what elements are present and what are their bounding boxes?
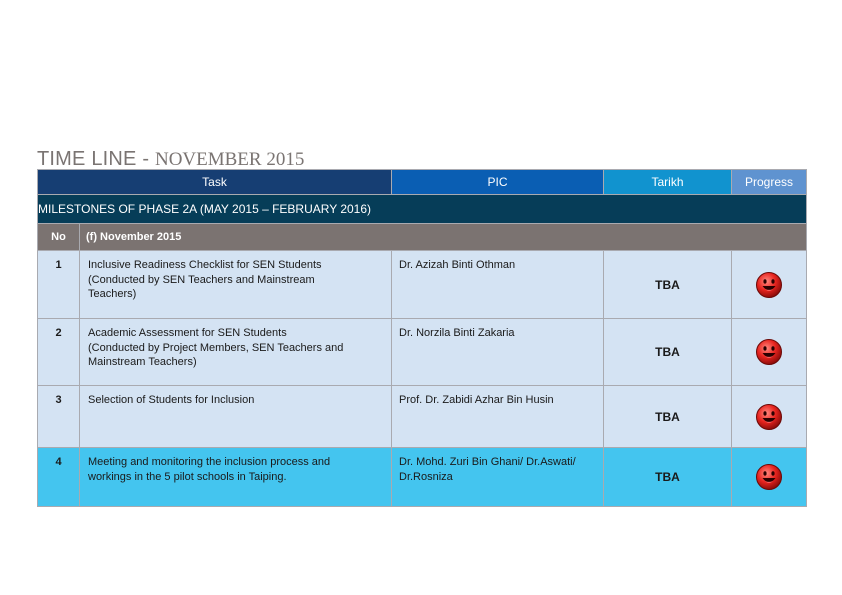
pic-cell (392, 319, 604, 386)
table-row (38, 386, 807, 448)
pic-cell (392, 251, 604, 319)
pic-line: Prof. Dr. Zabidi Azhar Bin Husin (399, 394, 554, 406)
pic-line: Dr.Rosniza (399, 470, 453, 483)
header-row (38, 170, 807, 195)
task-line: (Conducted by Project Members, SEN Teachers and (88, 341, 344, 354)
subheader-no: No (38, 224, 80, 251)
column-header-tarikh: Tarikh (604, 170, 732, 195)
title-month: NOVEMBER 2015 (154, 149, 305, 170)
pic-cell (392, 448, 604, 507)
subheader-period: (f) November 2015 (80, 224, 807, 251)
tarikh-cell: TBA (604, 251, 732, 319)
pic-line: Dr. Mohd. Zuri Bin Ghani/ Dr.Aswati/ (399, 456, 576, 468)
milestone-label: MILESTONES OF PHASE 2A (MAY 2015 – FEBRUARY 2016) (38, 195, 807, 224)
column-header-progress: Progress (732, 170, 807, 195)
task-line: Inclusive Readiness Checklist for SEN Students (88, 259, 322, 271)
task-line: (Conducted by SEN Teachers and Mainstream (88, 273, 315, 286)
table-row (38, 448, 807, 507)
column-header-pic: PIC (392, 170, 604, 195)
task-line: Teachers) (88, 288, 137, 300)
pic-line: Dr. Azizah Binti Othman (399, 259, 516, 271)
task-cell (80, 251, 392, 319)
task-line: workings in the 5 pilot schools in Taiping. (88, 470, 287, 483)
tarikh-cell: TBA (604, 448, 732, 507)
timeline-table (37, 169, 807, 507)
progress-cell (732, 448, 807, 507)
smiley-face-icon (755, 403, 783, 431)
progress-cell (732, 251, 807, 319)
pic-line: Dr. Norzila Binti Zakaria (399, 327, 515, 339)
task-cell (80, 319, 392, 386)
row-number: 2 (38, 319, 80, 386)
tarikh-cell: TBA (604, 386, 732, 448)
row-number: 4 (38, 448, 80, 507)
row-number: 3 (38, 386, 80, 448)
row-number: 1 (38, 251, 80, 319)
milestone-row (38, 195, 807, 224)
smiley-face-icon (755, 271, 783, 299)
page-title (37, 136, 304, 173)
task-line: Academic Assessment for SEN Students (88, 327, 287, 339)
tarikh-cell: TBA (604, 319, 732, 386)
task-cell (80, 448, 392, 507)
table-row (38, 251, 807, 319)
smiley-face-icon (755, 463, 783, 491)
task-rows (38, 251, 807, 507)
table-row (38, 319, 807, 386)
task-line: Selection of Students for Inclusion (88, 394, 255, 406)
task-line: Meeting and monitoring the inclusion process and (88, 456, 331, 468)
smiley-face-icon (755, 338, 783, 366)
progress-cell (732, 386, 807, 448)
subheader-row (38, 224, 807, 251)
column-header-task: Task (38, 170, 392, 195)
title-prefix: TIME LINE - (37, 148, 155, 170)
task-cell (80, 386, 392, 448)
task-line: Mainstream Teachers) (88, 356, 197, 368)
pic-cell (392, 386, 604, 448)
progress-cell (732, 319, 807, 386)
